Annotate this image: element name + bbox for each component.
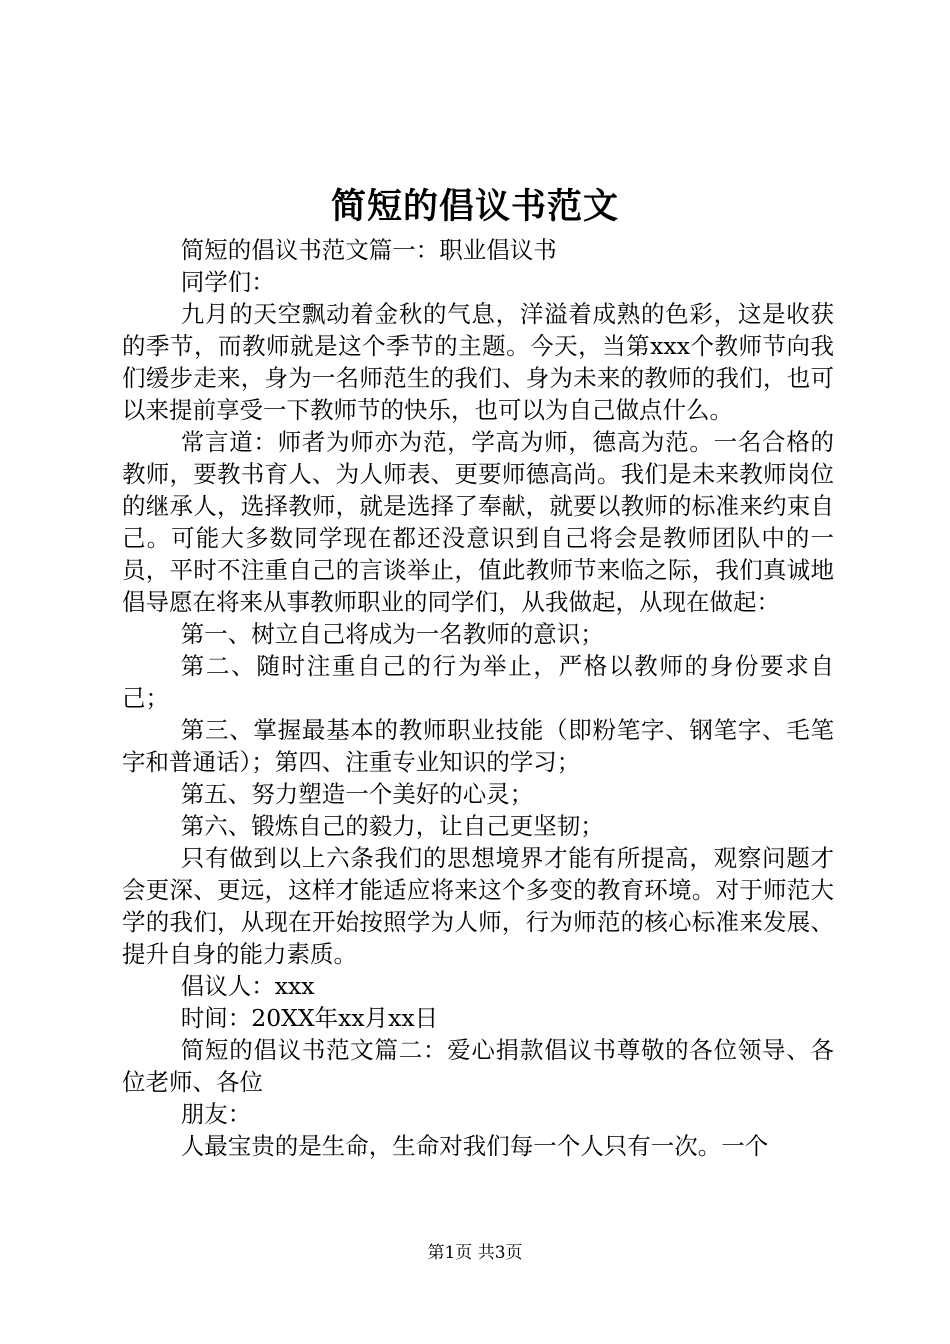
page-number: 第1页 共3页 [427,1243,523,1263]
paragraph-heading-2: 简短的倡议书范文篇二：爱心捐款倡议书尊敬的各位领导、各位老师、各位 [122,1036,834,1096]
paragraph-heading-1: 简短的倡议书范文篇一：职业倡议书 [180,236,557,264]
document-title: 简短的倡议书范文 [330,186,619,227]
document-body [122,234,834,1162]
paragraph-salutation: 同学们： [180,268,275,296]
paragraph: 人最宝贵的是生命，生命对我们每一个人只有一次。一个 [180,1132,769,1160]
list-item: 第三、掌握最基本的教师职业技能（即粉笔字、钢笔字、毛笔字和普通话）；第四、注重专业知识的学习； [122,716,834,776]
signature-date: 时间：20XX年xx月xx日 [180,1004,439,1032]
paragraph-salutation: 朋友： [180,1100,252,1128]
paragraph: 九月的天空飘动着金秋的气息，洋溢着成熟的色彩，这是收获的季节，而教师就是这个季节的主题。今天，当第xxx个教师节向我们缓步走来，身为一名师范生的我们、身为未来的教师的我们，也可以来提前享受一下教师节的快乐，也可以为自己做点什么。 [122,300,834,424]
list-item: 第二、随时注重自己的行为举止，严格以教师的身份要求自己； [122,652,834,712]
signature-proposer: 倡议人：xxx [180,972,315,1000]
list-item: 第五、努力塑造一个美好的心灵； [180,780,534,808]
paragraph: 只有做到以上六条我们的思想境界才能有所提高，观察问题才会更深、更远，这样才能适应将来这个多变的教育环境。对于师范大学的我们，从现在开始按照学为人师，行为师范的核心标准来发展、提升自身的能力素质。 [122,844,834,968]
paragraph: 常言道：师者为师亦为范，学高为师，德高为范。一名合格的教师，要教书育人、为人师表、更要师德高尚。我们是未来教师岗位的继承人，选择教师，就是选择了奉献，就要以教师的标准来约束自己。可能大多数同学现在都还没意识到自己将会是教师团队中的一员，平时不注重自己的言谈举止，值此教师节来临之际，我们真诚地倡导愿在将来从事教师职业的同学们，从我做起，从现在做起： [122,428,834,616]
list-item: 第六、锻炼自己的毅力，让自己更坚韧； [180,812,604,840]
list-item: 第一、树立自己将成为一名教师的意识； [180,620,604,648]
